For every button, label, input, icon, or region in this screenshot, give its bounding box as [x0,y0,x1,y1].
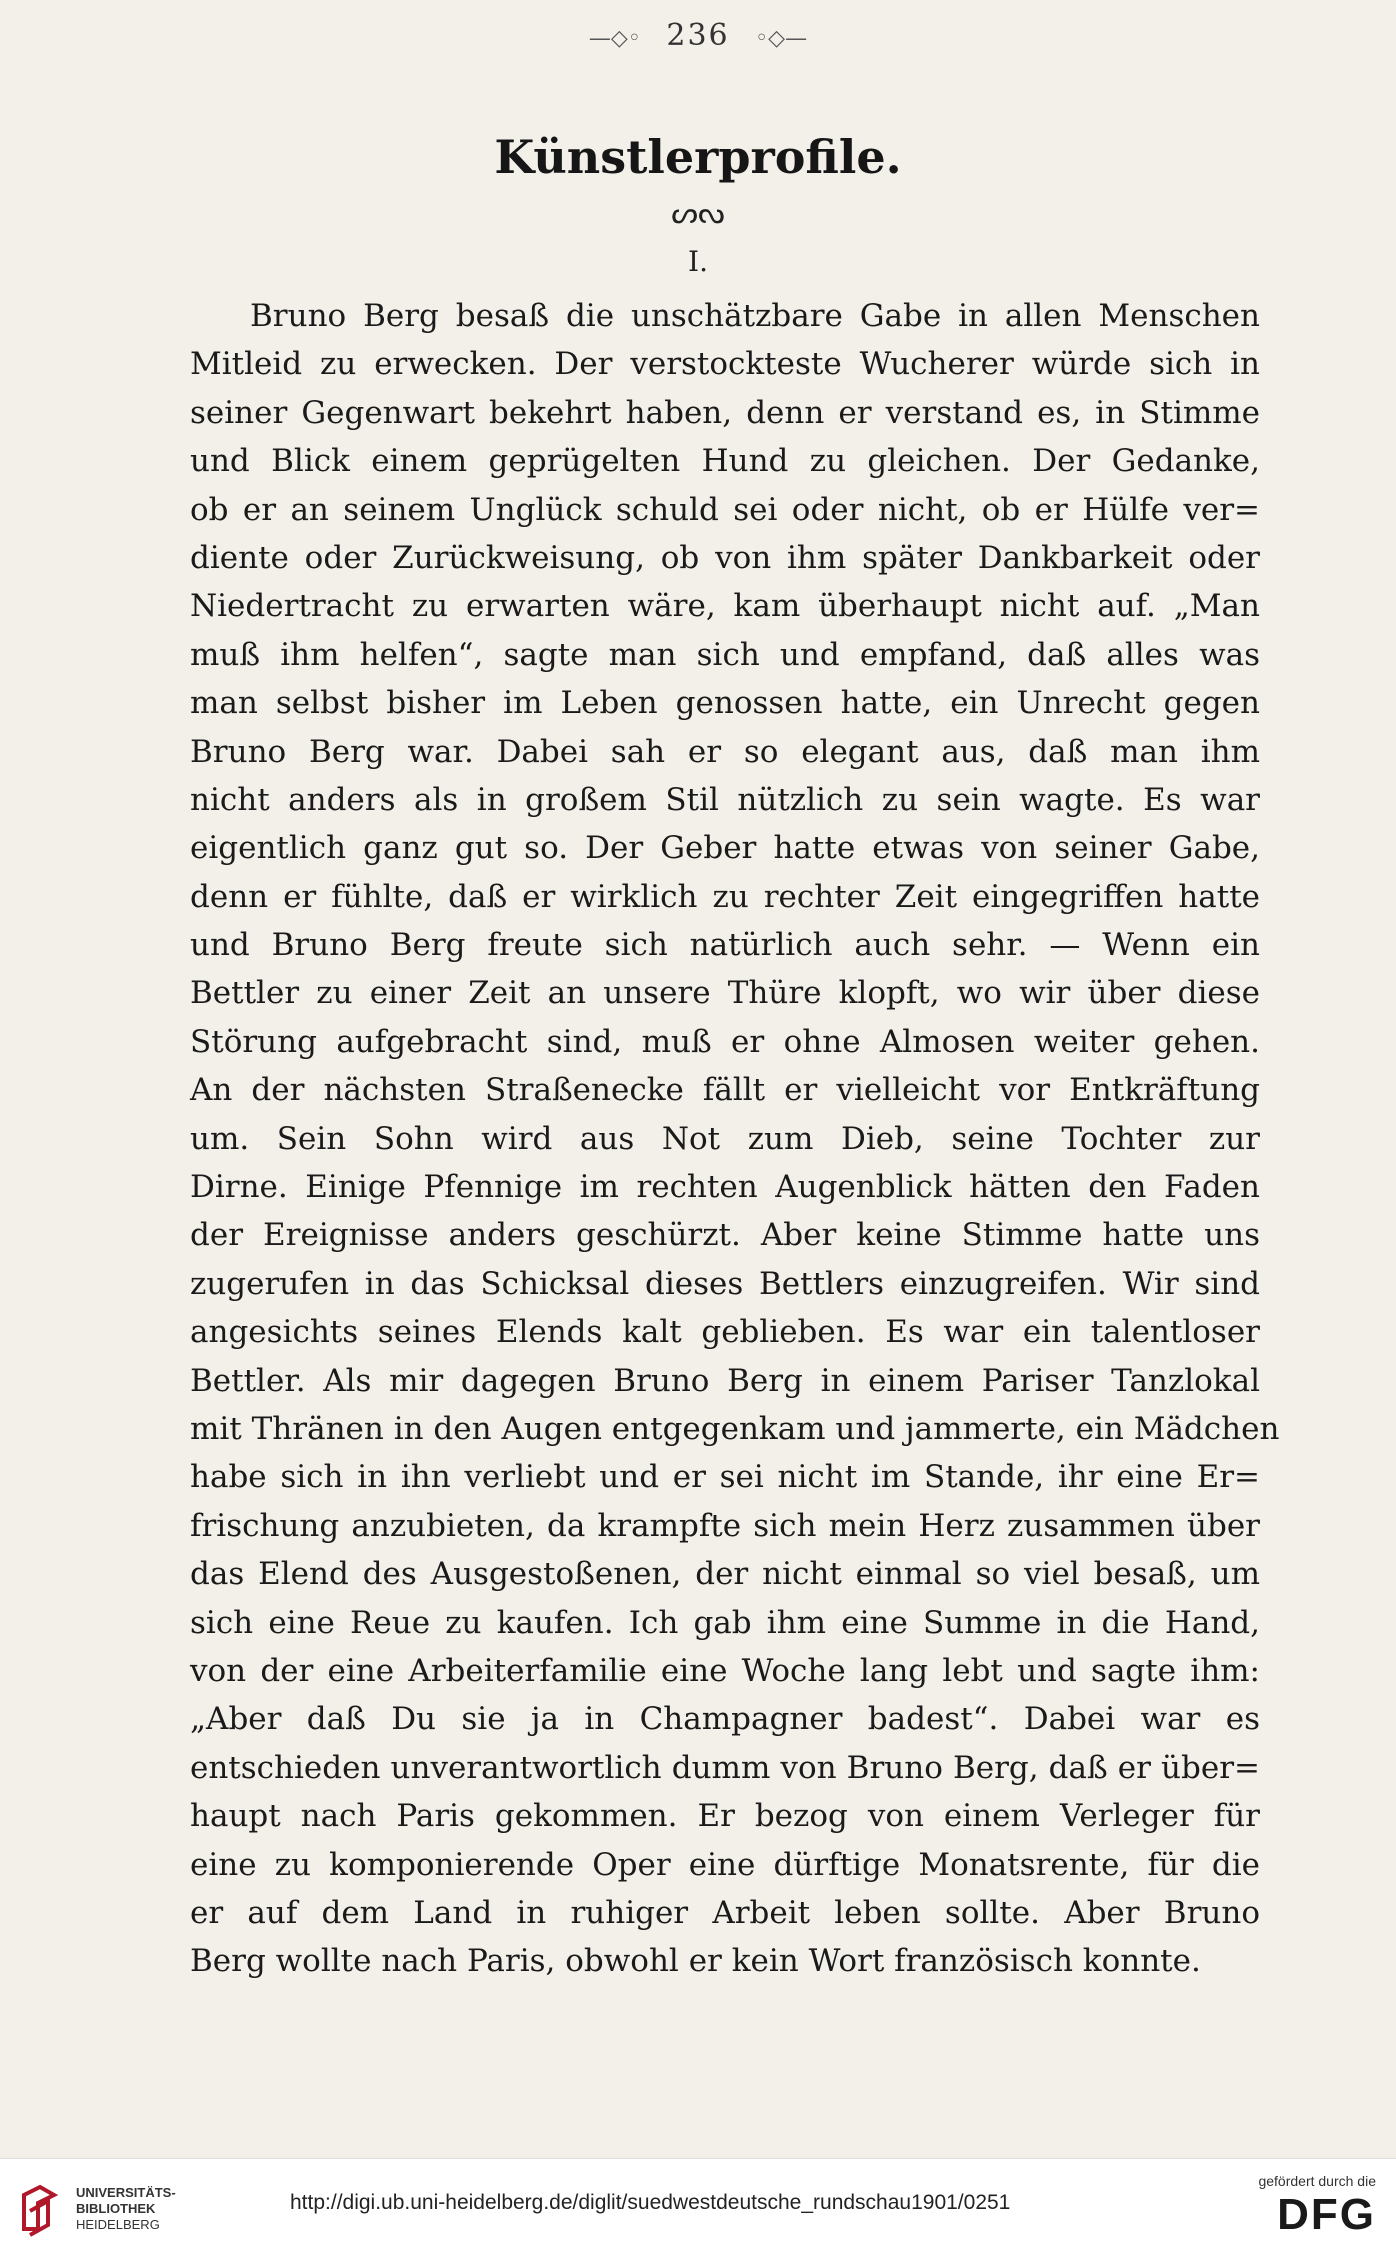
text-line: Bruno Berg war. Dabei sah er so elegant aus, daß man ihm [190,733,1260,770]
text-line: um. Sein Sohn wird aus Not zum Dieb, seine Tochter zur [190,1120,1260,1157]
text-line: Bettler. Als mir dagegen Bruno Berg in einem Pariser Tanzlokal [190,1362,1260,1399]
library-name-line1: UNIVERSITÄTS- [76,2185,176,2200]
text-line: Bettler zu einer Zeit an unsere Thüre klopft, wo wir über diese [190,975,1260,1012]
text-line: haupt nach Paris gekommen. Er bezog von einem Verleger für [190,1798,1260,1835]
funded-by-label: gefördert durch die [1258,2173,1376,2189]
text-line: Bruno Berg besaß die unschätzbare Gabe in allen Menschen [250,298,1260,334]
text-line: frischung anzubieten, da krampfte sich mein Herz zusammen über [190,1507,1260,1544]
text-line: sich eine Reue zu kaufen. Ich gab ihm eine Summe in die Hand, [190,1604,1260,1641]
text-line: entschieden unverantwortlich dumm von Bruno Berg, daß er über= [190,1749,1260,1786]
text-line: Dirne. Einige Pfennige im rechten Augenblick hätten den Faden [190,1169,1260,1206]
library-name-line3: HEIDELBERG [76,2217,160,2232]
text-line: der Ereignisse anders geschürzt. Aber keine Stimme hatte uns [190,1217,1260,1254]
text-line: Niedertracht zu erwarten wäre, kam überhaupt nicht auf. „Man [190,588,1260,625]
text-line: Störung aufgebracht sind, muß er ohne Almosen weiter gehen. [190,1023,1260,1060]
text-line: und Blick einem geprügelten Hund zu gleichen. Der Gedanke, [190,443,1260,480]
text-line: man selbst bisher im Leben genossen hatte, ein Unrecht gegen [190,685,1260,722]
ornament-right-icon: ◦◇— [755,26,808,51]
text-line: und Bruno Berg freute sich natürlich auch sehr. — Wenn ein [190,927,1260,964]
title-ornament: ᔕᔓ [671,196,725,231]
text-line: habe sich in ihn verliebt und er sei nicht im Stande, ihr eine Er= [190,1459,1260,1496]
text-line: angesichts seines Elends kalt geblieben. Es war ein talentloser [190,1314,1260,1351]
page-number-header [0,18,1396,53]
footer-bar [0,2158,1396,2259]
text-line: „Aber daß Du sie ja in Champagner badest“. Dabei war es [190,1701,1260,1738]
library-name-line2: BIBLIOTHEK [76,2201,156,2216]
text-line: eine zu komponierende Oper eine dürftige Monatsrente, für die [190,1846,1260,1883]
article-title: Künstlerprofile. [494,130,902,184]
source-url-link[interactable]: http://digi.ub.uni-heidelberg.de/diglit/suedwestdeutsche_rundschau1901/0251 [290,2191,1011,2214]
text-line: An der nächsten Straßenecke fällt er vielleicht vor Entkräftung [190,1072,1260,1109]
text-line: von der eine Arbeiterfamilie eine Woche lang lebt und sagte ihm: [190,1652,1260,1689]
text-line: diente oder Zurückweisung, ob von ihm später Dankbarkeit oder [190,539,1260,576]
text-line: Berg wollte nach Paris, obwohl er kein Wort französisch konnte. [190,1943,1201,1980]
text-line: er auf dem Land in ruhiger Arbeit leben sollte. Aber Bruno [190,1894,1260,1931]
text-line: nicht anders als in großem Stil nützlich zu sein wagte. Es war [190,781,1260,818]
text-line: seiner Gegenwart bekehrt haben, denn er verstand es, in Stimme [190,394,1260,431]
text-line: zugerufen in das Schicksal dieses Bettlers einzugreifen. Wir sind [190,1265,1260,1302]
text-line: muß ihm helfen“, sagte man sich und empfand, daß alles was [190,636,1260,673]
funder-logo[interactable] [1226,2173,1376,2241]
article-body [190,292,1280,1986]
ornament-left-icon: —◇◦ [588,26,641,51]
library-logo[interactable] [14,2173,174,2243]
text-line: denn er fühlte, daß er wirklich zu rechter Zeit eingegriffen hatte [190,878,1260,915]
text-line: mit Thränen in den Augen entgegenkam und jammerte, ein Mädchen [190,1410,1280,1447]
section-number: I. [688,245,708,278]
library-logo-icon [14,2181,64,2237]
page-number: 236 [666,18,730,53]
text-line: ob er an seinem Unglück schuld sei oder nicht, ob er Hülfe ver= [190,491,1260,528]
text-line: eigentlich ganz gut so. Der Geber hatte etwas von seiner Gabe, [190,830,1260,867]
text-line: Mitleid zu erwecken. Der verstockteste Wucherer würde sich in [190,346,1260,383]
text-line: das Elend des Ausgestoßenen, der nicht einmal so viel besaß, um [190,1556,1260,1593]
dfg-logo: DFG [1277,2190,1376,2239]
